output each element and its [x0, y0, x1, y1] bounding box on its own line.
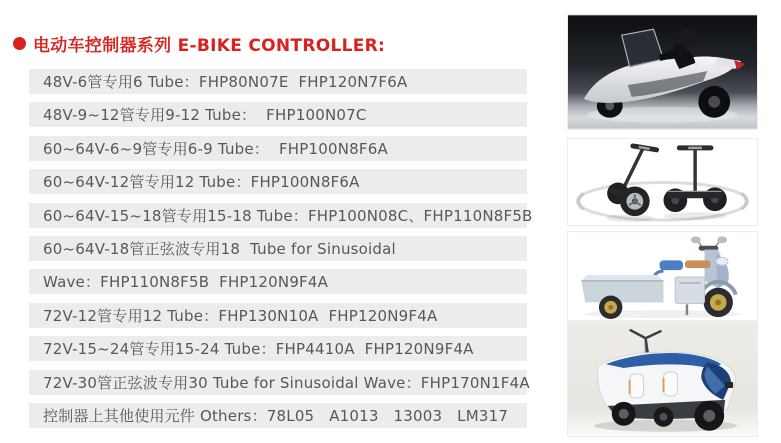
spec-row-text: 72V-30管正弦波专用30 Tube for Sinusoidal Wave：FHP170N1F4A [43, 373, 530, 392]
spec-row [29, 269, 527, 294]
cargo-tricycle-illustration [568, 232, 757, 320]
spec-row [29, 370, 530, 395]
spec-row-text: 60~64V-15~18管专用15-18 Tube：FHP100N08C、FHP110N8F5B [43, 206, 533, 225]
red-bullet-icon [13, 37, 26, 50]
spec-row-text: 48V-9~12管专用9-12 Tube： FHP100N07C [43, 106, 367, 125]
spec-row-text: 60~64V-18管正弦波专用18 Tube for Sinusoidal [43, 239, 396, 258]
spec-row-text: 72V-12管专用12 Tube：FHP130N10A FHP120N9F4A [43, 306, 438, 325]
spec-row-text: 72V-15~24管专用15-24 Tube：FHP4410A FHP120N9F4A [43, 340, 474, 359]
spec-row [29, 303, 527, 328]
spec-row [29, 336, 527, 361]
futuristic-three-wheel-scooter-photo [567, 14, 758, 130]
spec-row [29, 169, 527, 194]
three-wheel-scooter-illustration [568, 15, 757, 129]
self-balancing-scooters-illustration [568, 139, 757, 225]
concept-electric-car-photo [567, 321, 758, 437]
spec-row [29, 236, 527, 261]
page-title-row [13, 31, 385, 56]
spec-row-text: 控制器上其他使用元件 Others：78L05 A1013 13003 LM317 [43, 406, 509, 425]
spec-row-text: 60~64V-6~9管专用6-9 Tube： FHP100N8F6A [43, 139, 388, 158]
self-balancing-scooters-photo [567, 138, 758, 226]
spec-list [29, 69, 533, 428]
spec-row [29, 136, 527, 161]
spec-row-text: 60~64V-12管专用12 Tube：FHP100N8F6A [43, 173, 360, 192]
spec-row-text: 48V-6管专用6 Tube：FHP80N07E FHP120N7F6A [43, 73, 408, 91]
electric-cargo-tricycle-photo [567, 231, 758, 321]
concept-car-illustration [568, 322, 757, 436]
spec-row [29, 69, 527, 94]
page-title: 电动车控制器系列 E-BIKE CONTROLLER: [33, 36, 386, 56]
spec-row [29, 403, 527, 428]
spec-row-text: Wave：FHP110N8F5B FHP120N9F4A [43, 273, 329, 292]
spec-row [29, 203, 533, 228]
spec-row [29, 102, 527, 127]
